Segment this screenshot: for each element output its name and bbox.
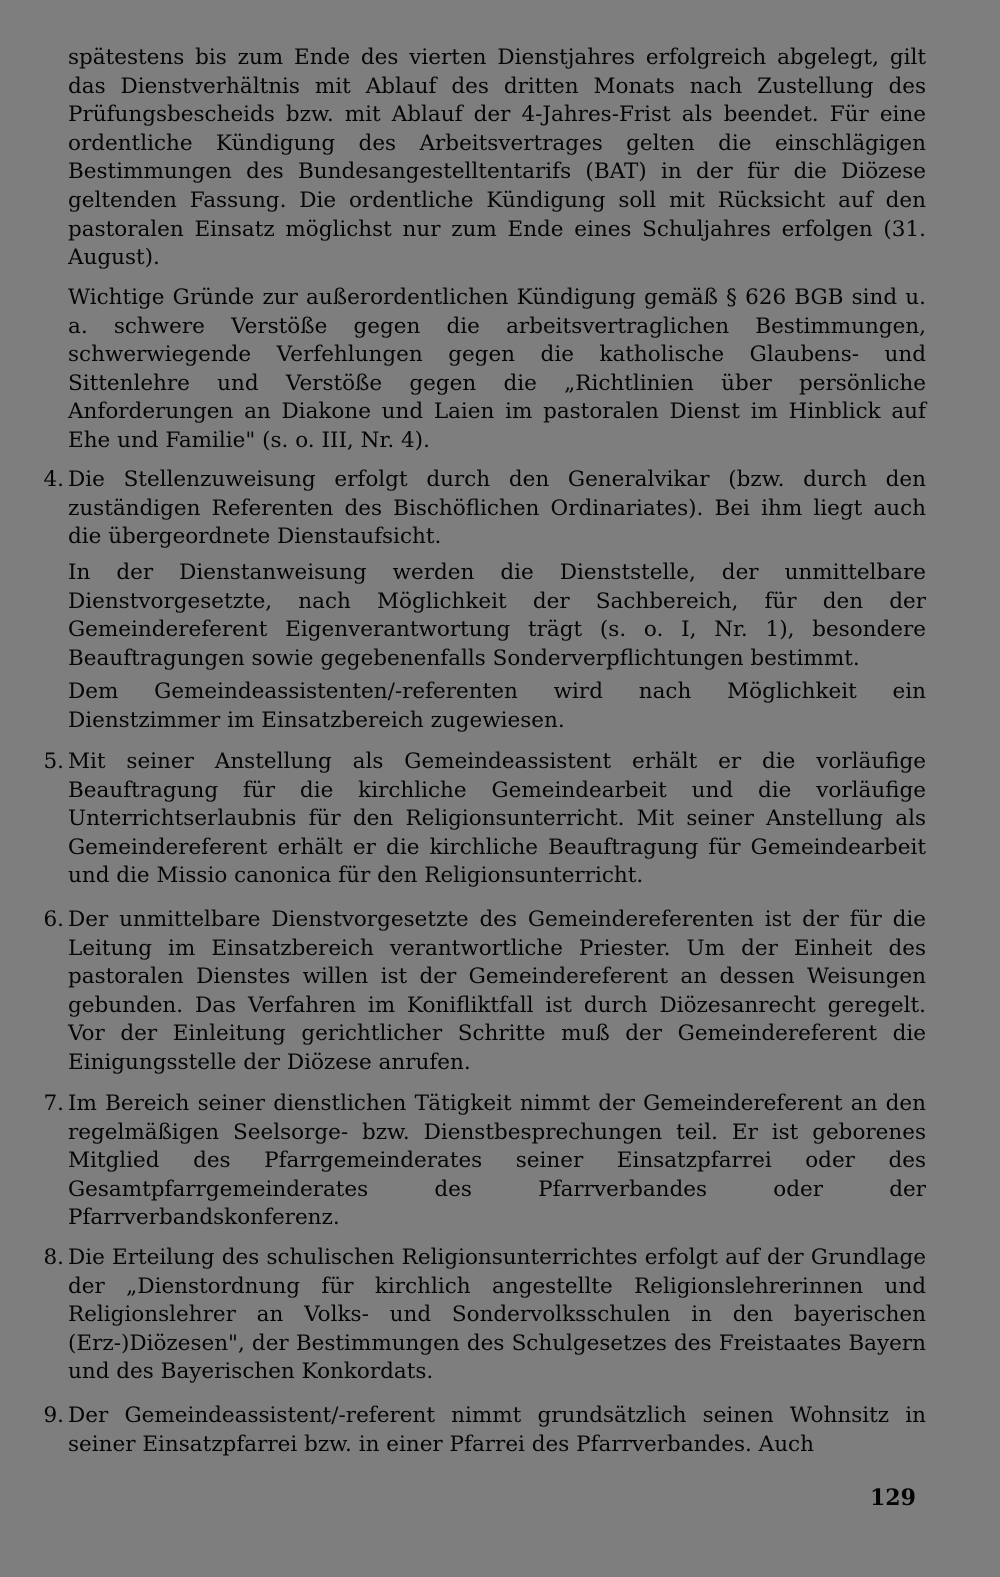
paragraph-extraordinary-termination [68, 284, 926, 456]
list-item-6 [43, 906, 926, 1078]
item-number: 8. [43, 1245, 64, 1270]
paragraph-text: Der Gemeindeassistent/-referent nimmt grundsätzlich seinen Wohnsitz in seiner Einsatzpfarrei bzw. in einer Pfarrei des Pfarrverbandes. Auch [68, 1403, 926, 1457]
paragraph-text: Mit seiner Anstellung als Gemeindeassistent erhält er die vorläufige Beauftragung für die kirchliche Gemeindearbeit und die vorläufige Unterrichtserlaubnis für den Religionsunterricht. Mit seiner Anstellung als Gemeindereferent erhält er die kirchliche Beauftragung für Gemeindearbeit und die Missio canonica für den Religionsunterricht. [68, 749, 926, 889]
paragraph-text: In der Dienstanweisung werden die Dienststelle, der unmittelbare Dienstvorgesetzte, nach Möglichkeit der Sachbereich, für den der Gemeindereferent Eigenverantwortung trägt (s. o. I, Nr. 1), besondere Beauftragungen sowie gegebenenfalls Sonderverpflichtungen bestimmt. [68, 560, 926, 671]
paragraph-text: Die Erteilung des schulischen Religionsunterrichtes erfolgt auf der Grundlage der „Dienstordnung für kirchlich angestellte Religionslehrerinnen und Religionslehrer an Volks- und Sondervolksschulen in den bayerischen (Erz-)Diözesen", der Bestimmungen des Schulgesetzes des Freistaates Bayern und des Bayerischen Konkordats. [68, 1245, 926, 1385]
list-item-4 [43, 466, 926, 552]
list-item-8 [43, 1244, 926, 1387]
paragraph-text: spätestens bis zum Ende des vierten Dienstjahres erfolgreich abgelegt, gilt das Dienstverhältnis mit Ablauf des dritten Monats nach Zustellung des Prüfungsbescheids bzw. mit Ablauf der 4-Jahres-Frist als beendet. Für eine ordentliche Kündigung des Arbeitsvertrages gelten die einschlägigen Bestimmungen des Bundesangestelltentarifs (BAT) in der für die Diözese geltenden Fassung. Die ordentliche Kündigung soll mit Rücksicht auf den pastoralen Einsatz möglichst nur zum Ende eines Schuljahres erfolgen (31. August). [68, 45, 926, 271]
paragraph-text: Im Bereich seiner dienstlichen Tätigkeit nimmt der Gemeindereferent an den regelmäßigen Seelsorge- bzw. Dienstbesprechungen teil. Er ist geborenes Mitglied des Pfarrgemeinderates seiner Einsatzpfarrei oder des Gesamtpfarrgemeinderates des Pfarrverbandes oder der Pfarrverbandskonferenz. [68, 1091, 926, 1231]
list-item-4-office [68, 678, 926, 735]
paragraph-text: Dem Gemeindeassistenten/-referenten wird nach Möglichkeit ein Dienstzimmer im Einsatzbereich zugewiesen. [68, 679, 926, 733]
paragraph-termination [68, 44, 926, 273]
list-item-9 [43, 1402, 926, 1459]
item-number: 7. [43, 1091, 64, 1116]
item-number: 6. [43, 907, 64, 932]
item-number: 4. [43, 467, 64, 492]
page-number: 129 [870, 1485, 916, 1511]
paragraph-text: Die Stellenzuweisung erfolgt durch den Generalvikar (bzw. durch den zuständigen Referenten des Bischöflichen Ordinariates). Bei ihm liegt auch die übergeordnete Dienstaufsicht. [68, 467, 926, 550]
paragraph-text: Wichtige Gründe zur außerordentlichen Kündigung gemäß § 626 BGB sind u. a. schwere Verstöße gegen die arbeitsvertraglichen Bestimmungen, schwerwiegende Verfehlungen gegen die katholische Glaubens- und Sittenlehre und Verstöße gegen die „Richtlinien über persönliche Anforderungen an Diakone und Laien im pastoralen Dienst im Hinblick auf Ehe und Familie" (s. o. III, Nr. 4). [68, 285, 926, 453]
paragraph-text: Der unmittelbare Dienstvorgesetzte des Gemeindereferenten ist der für die Leitung im Einsatzbereich verantwortliche Priester. Um der Einheit des pastoralen Dienstes willen ist der Gemeindereferent an dessen Weisungen gebunden. Das Verfahren im Konifliktfall ist durch Diözesanrecht geregelt. Vor der Einleitung gerichtlicher Schritte muß der Gemeindereferent die Einigungsstelle der Diözese anrufen. [68, 907, 926, 1075]
list-item-7 [43, 1090, 926, 1233]
list-item-5 [43, 748, 926, 891]
list-item-4-service-instruction [68, 559, 926, 673]
item-number: 5. [43, 749, 64, 774]
item-number: 9. [43, 1403, 64, 1428]
